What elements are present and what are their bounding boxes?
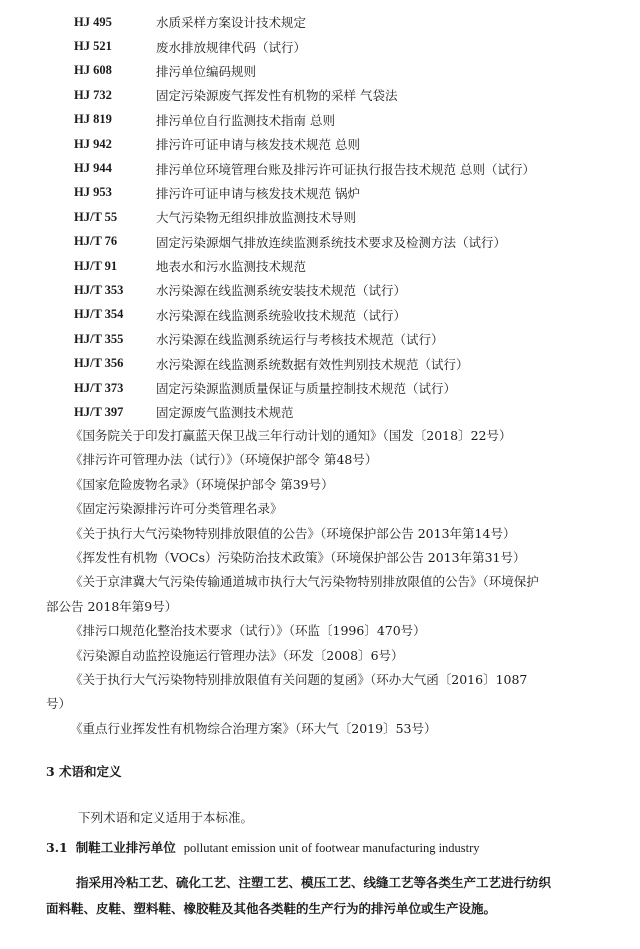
document-reference: 《挥发性有机物（VOCs）污染防治技术政策》（环境保护部公告 2013年第31号） bbox=[70, 550, 526, 566]
standard-title: 固定污染源废气挥发性有机物的采样 气袋法 bbox=[156, 88, 398, 104]
document-reference: 《排污口规范化整治技术要求（试行）》（环监〔1996〕470号） bbox=[70, 623, 426, 639]
standard-title: 水污染源在线监测系统验收技术规范（试行） bbox=[156, 307, 407, 323]
term-chinese: 制鞋工业排污单位 bbox=[75, 840, 176, 855]
document-reference: 《国务院关于印发打赢蓝天保卫战三年行动计划的通知》（国发〔2018〕22号） bbox=[70, 428, 512, 443]
standard-code: HJ 953 bbox=[74, 185, 112, 200]
document-reference: 《关于执行大气污染物特别排放限值的公告》（环境保护部公告 2013年第14号） bbox=[70, 525, 516, 541]
document-reference: 《固定污染源排污许可分类管理名录》 bbox=[70, 501, 283, 517]
standard-code: HJ/T 91 bbox=[74, 258, 118, 273]
standard-code: HJ/T 55 bbox=[74, 209, 118, 224]
standards-list bbox=[0, 10, 640, 425]
standard-row bbox=[0, 254, 640, 278]
standard-title: 排污单位编码规则 bbox=[156, 63, 257, 79]
standard-title: 排污单位环境管理台账及排污许可证执行报告技术规范 总则（试行） bbox=[156, 161, 535, 177]
standard-code: HJ 819 bbox=[74, 112, 112, 127]
term-heading bbox=[46, 838, 480, 856]
document-reference bbox=[0, 570, 640, 619]
document-reference: 《污染源自动监控设施运行管理办法》（环发〔2008〕6号） bbox=[70, 647, 404, 663]
standard-code: HJ/T 76 bbox=[74, 234, 118, 249]
standard-row bbox=[0, 59, 640, 83]
standard-title: 固定污染源监测质量保证与质量控制技术规范（试行） bbox=[156, 381, 457, 397]
definition-line: 指采用冷粘工艺、硫化工艺、注塑工艺、模压工艺、线缝工艺等各类生产工艺进行纺织 bbox=[76, 875, 552, 890]
standard-code: HJ/T 353 bbox=[74, 282, 124, 297]
standard-title: 水质采样方案设计技术规定 bbox=[156, 15, 307, 31]
standard-row bbox=[0, 400, 640, 424]
standard-row bbox=[0, 303, 640, 327]
standard-row bbox=[0, 181, 640, 205]
standard-row bbox=[0, 156, 640, 180]
referenced-documents-list bbox=[0, 424, 640, 741]
standard-row bbox=[0, 376, 640, 400]
standard-title: 排污许可证申请与核发技术规范 锅炉 bbox=[156, 185, 360, 201]
standard-code: HJ 608 bbox=[74, 63, 112, 78]
standard-code: HJ 732 bbox=[74, 87, 112, 102]
standard-code: HJ/T 373 bbox=[74, 380, 124, 395]
standard-row bbox=[0, 10, 640, 34]
standard-title: 废水排放规律代码（试行） bbox=[156, 39, 307, 55]
standard-row bbox=[0, 108, 640, 132]
section-heading: 3 术语和定义 bbox=[46, 764, 122, 779]
standard-row bbox=[0, 83, 640, 107]
standard-code: HJ 942 bbox=[74, 136, 112, 151]
standard-title: 排污许可证申请与核发技术规范 总则 bbox=[156, 137, 360, 153]
standard-row bbox=[0, 132, 640, 156]
document-reference: 《重点行业挥发性有机物综合治理方案》（环大气〔2019〕53号） bbox=[70, 720, 437, 736]
standard-title: 排污单位自行监测技术指南 总则 bbox=[156, 112, 335, 128]
document-reference-continuation: 号） bbox=[46, 696, 72, 712]
document-reference-line: 《关于京津冀大气污染传输通道城市执行大气污染物特别排放限值的公告》（环境保护 bbox=[70, 574, 539, 590]
standard-title: 固定污染源烟气排放连续监测系统技术要求及检测方法（试行） bbox=[156, 234, 507, 250]
document-reference-continuation: 部公告 2018年第9号） bbox=[46, 598, 178, 614]
standard-code: HJ/T 355 bbox=[74, 331, 124, 346]
term-definition bbox=[46, 870, 606, 922]
term-number: 3.1 bbox=[46, 840, 68, 855]
standard-code: HJ/T 397 bbox=[74, 404, 124, 419]
term-english: pollutant emission unit of footwear manufacturing industry bbox=[183, 841, 480, 855]
standard-title: 地表水和污水监测技术规范 bbox=[156, 259, 307, 275]
standard-code: HJ 521 bbox=[74, 39, 112, 54]
standard-title: 水污染源在线监测系统数据有效性判别技术规范（试行） bbox=[156, 356, 469, 372]
standard-row bbox=[0, 327, 640, 351]
standard-title: 水污染源在线监测系统运行与考核技术规范（试行） bbox=[156, 332, 444, 348]
standard-row bbox=[0, 230, 640, 254]
definition-line: 面料鞋、皮鞋、塑料鞋、橡胶鞋及其他各类鞋的生产行为的排污单位或生产设施。 bbox=[46, 901, 497, 916]
standard-title: 大气污染物无组织排放监测技术导则 bbox=[156, 210, 357, 226]
standard-code: HJ 495 bbox=[74, 14, 112, 29]
section-intro: 下列术语和定义适用于本标准。 bbox=[78, 810, 254, 825]
standard-title: 固定源废气监测技术规范 bbox=[156, 405, 294, 421]
standard-row bbox=[0, 34, 640, 58]
standard-row bbox=[0, 351, 640, 375]
standard-code: HJ 944 bbox=[74, 161, 112, 176]
document-reference bbox=[0, 668, 640, 717]
standard-row bbox=[0, 278, 640, 302]
document-reference-line: 《关于执行大气污染物特别排放限值有关问题的复函》（环办大气函〔2016〕1087 bbox=[70, 672, 528, 688]
standard-code: HJ/T 356 bbox=[74, 356, 124, 371]
document-reference: 《国家危险废物名录》（环境保护部令 第39号） bbox=[70, 476, 334, 492]
standard-code: HJ/T 354 bbox=[74, 307, 124, 322]
standard-title: 水污染源在线监测系统安装技术规范（试行） bbox=[156, 283, 407, 299]
document-reference: 《排污许可管理办法（试行）》（环境保护部令 第48号） bbox=[70, 452, 378, 468]
standard-row bbox=[0, 205, 640, 229]
